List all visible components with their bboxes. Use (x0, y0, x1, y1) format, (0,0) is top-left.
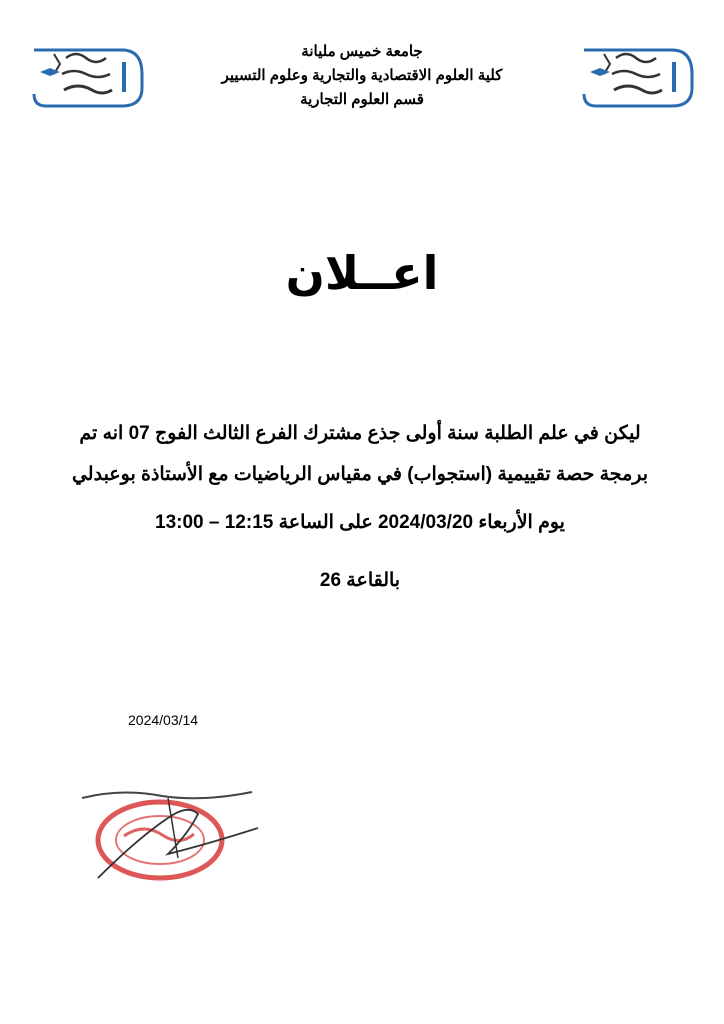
announcement-line-3: يوم الأربعاء 2024/03/20 على الساعة 12:15 – 13:00 (155, 512, 565, 533)
university-logo-icon (576, 44, 696, 110)
document-date: 2024/03/14 (128, 712, 199, 728)
faculty-name: كلية العلوم الاقتصادية والتجارية وعلوم التسيير (221, 67, 503, 84)
document-header (170, 40, 554, 112)
university-name: جامعة خميس مليانة (301, 43, 423, 60)
university-logo-left (26, 44, 146, 110)
announcement-line-2: برمجة حصة تقييمية (استجواب) في مقياس الرياضيات مع الأستاذة بوعبدلي (71, 464, 649, 485)
department-stamp (78, 778, 288, 890)
university-logo-icon (26, 44, 146, 110)
announcement-line-4: بالقاعة 26 (319, 570, 401, 591)
announcement-line-1: ليكن في علم الطلبة سنة أولى جذع مشترك الفرع الثالث الفوج 07 انه تم (79, 423, 641, 444)
university-logo-right (576, 44, 696, 110)
department-name: قسم العلوم التجارية (300, 91, 424, 108)
department-stamp-icon (78, 778, 288, 890)
announcement-title: اعــلان (285, 246, 439, 300)
